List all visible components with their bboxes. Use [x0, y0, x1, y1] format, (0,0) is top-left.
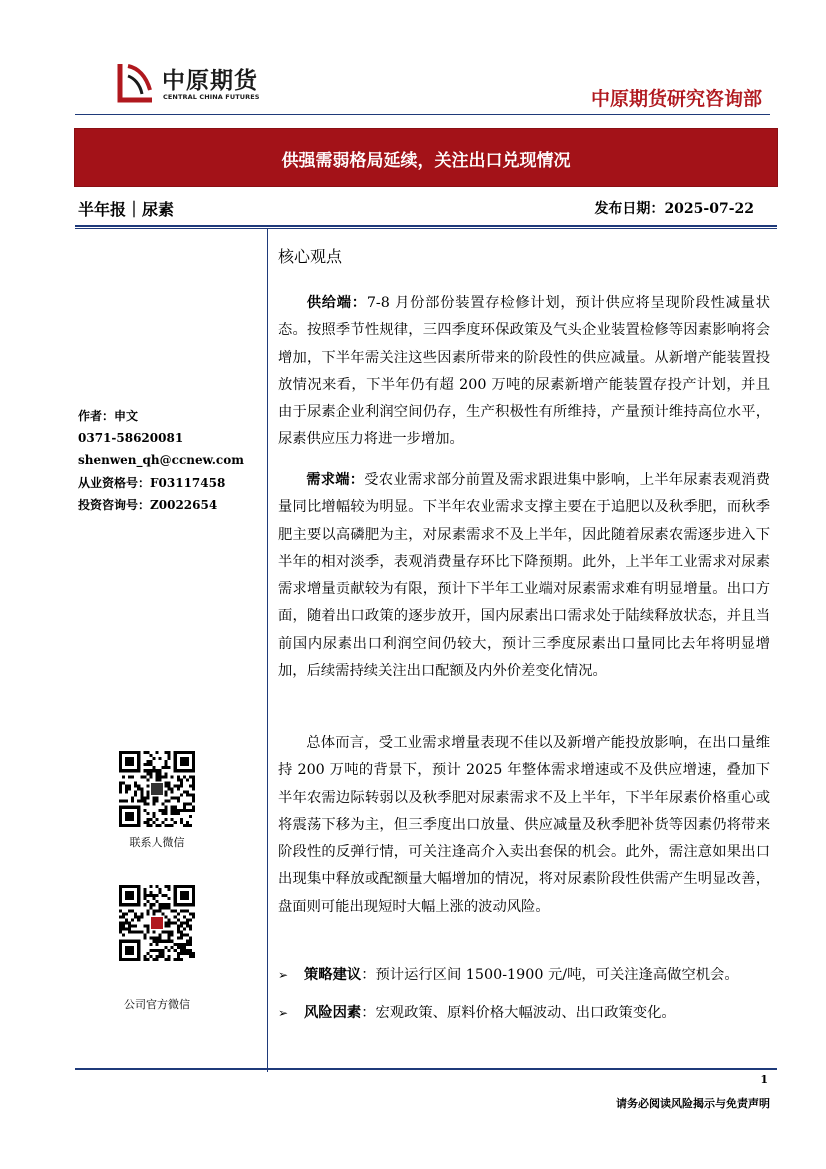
title-banner	[75, 129, 777, 186]
publish-date-value: 2025-07-22	[664, 201, 754, 217]
contact-qr-caption: 联系人微信	[129, 836, 185, 849]
official-qr-code-icon	[119, 885, 195, 961]
section-rule	[75, 225, 777, 227]
company-logo	[116, 60, 276, 108]
bullet-arrow-icon: ➢	[278, 1006, 289, 1020]
author-license: 从业资格号：F03117458	[78, 475, 226, 490]
demand-lead: 需求端：	[306, 472, 365, 488]
supply-text: 7-8 月份部份装置存检修计划，预计供应将呈现阶段性减量状态。按照季节性规律，三四季度环保政策及气头企业装置检修等因素影响将会增加，下半年需关注这些因素所带来的阶段性的供应减量。从新增产能装置投放情况来看，下半年仍有超 200 万吨的尿素新增产能装置存投产计划，并且由于尿素企业利润空间仍存，生产积极性有所维持，产量预计维持高位水平，尿素供应压力将进一步增加。	[278, 295, 770, 448]
demand-text: 受农业需求部分前置及需求跟进集中影响，上半年尿素表观消费量同比增幅较为明显。下半年农业需求支撑主要在于追肥以及秋季肥，而秋季肥主要以高磷肥为主，对尿素需求不及上半年，因此随着尿素农需逐步进入下半年的相对淡季，表观消费量存环比下降预期。此外，上半年工业需求对尿素需求增量贡献较为有限，预计下半年工业端对尿素需求难有明显增量。出口方面，随着出口政策的逐步放开，国内尿素出口需求处于陆续释放状态，并且当前国内尿素出口利润空间仍较大，预计三季度尿素出口量同比去年将明显增加，后续需持续关注出口配额及内外价差变化情况。	[278, 472, 770, 680]
official-qr-caption: 公司官方微信	[124, 998, 190, 1011]
section-rule-thin	[75, 228, 777, 229]
overall-text: 总体而言，受工业需求增量表现不佳以及新增产能投放影响，在出口量维持 200 万吨的背景下，预计 2025 年整体需求增速或不及供应增速，叠加下半年农需边际转弱以及秋季肥对尿素需求不及上半年，下半年尿素价格重心或将震荡下移为主，但三季度出口放量、供应减量及秋季肥补货等因素仍将带来阶段性的反弹行情，可关注逢高介入卖出套保的机会。此外，需注意如果出口出现集中释放或配额量大幅增加的情况，将对尿素阶段性供需产生明显改善，盘面则可能出现短时大幅上涨的波动风险。	[278, 735, 770, 915]
risk-bullet	[278, 1002, 770, 1024]
bullet-arrow-icon: ➢	[278, 968, 289, 982]
publish-date	[594, 198, 754, 218]
supply-paragraph	[278, 290, 770, 454]
author-name: 作者：申文	[78, 409, 139, 423]
risk-lead: 风险因素	[304, 1005, 362, 1021]
report-title: 供强需弱格局延续，关注出口兑现情况	[281, 151, 571, 171]
strategy-bullet	[278, 964, 770, 986]
supply-lead: 供给端：	[306, 295, 367, 311]
overall-paragraph	[278, 730, 770, 921]
department-name: 中原期货研究咨询部	[590, 88, 762, 110]
core-view-heading: 核心观点	[278, 247, 343, 266]
logo-chinese-text: 中原期货	[162, 68, 258, 94]
author-consult-license: 投资咨询号：Z0022654	[78, 497, 218, 512]
author-email[interactable]: shenwen_qh@ccnew.com	[78, 453, 244, 468]
strategy-lead: 策略建议	[304, 967, 362, 983]
report-type: 半年报｜尿素	[78, 200, 175, 219]
sidebar-divider	[267, 229, 268, 1072]
header-rule	[75, 114, 770, 115]
strategy-text: ：预计运行区间 1500-1900 元/吨，可关注逢高做空机会。	[361, 967, 739, 983]
page-number: 1	[760, 1073, 768, 1086]
author-phone: 0371-58620081	[78, 431, 184, 446]
disclaimer-link[interactable]: 请务必阅读风险揭示与免责声明	[616, 1097, 770, 1110]
logo-mark-icon	[116, 60, 156, 104]
contact-qr-code-icon	[119, 751, 195, 827]
demand-paragraph	[278, 467, 770, 685]
author-info	[78, 405, 244, 516]
logo-english-text: CENTRAL CHINA FUTURES	[163, 93, 260, 101]
publish-date-label: 发布日期：	[594, 201, 665, 217]
risk-text: ：宏观政策、原料价格大幅波动、出口政策变化。	[361, 1005, 676, 1021]
footer-rule	[75, 1068, 777, 1070]
